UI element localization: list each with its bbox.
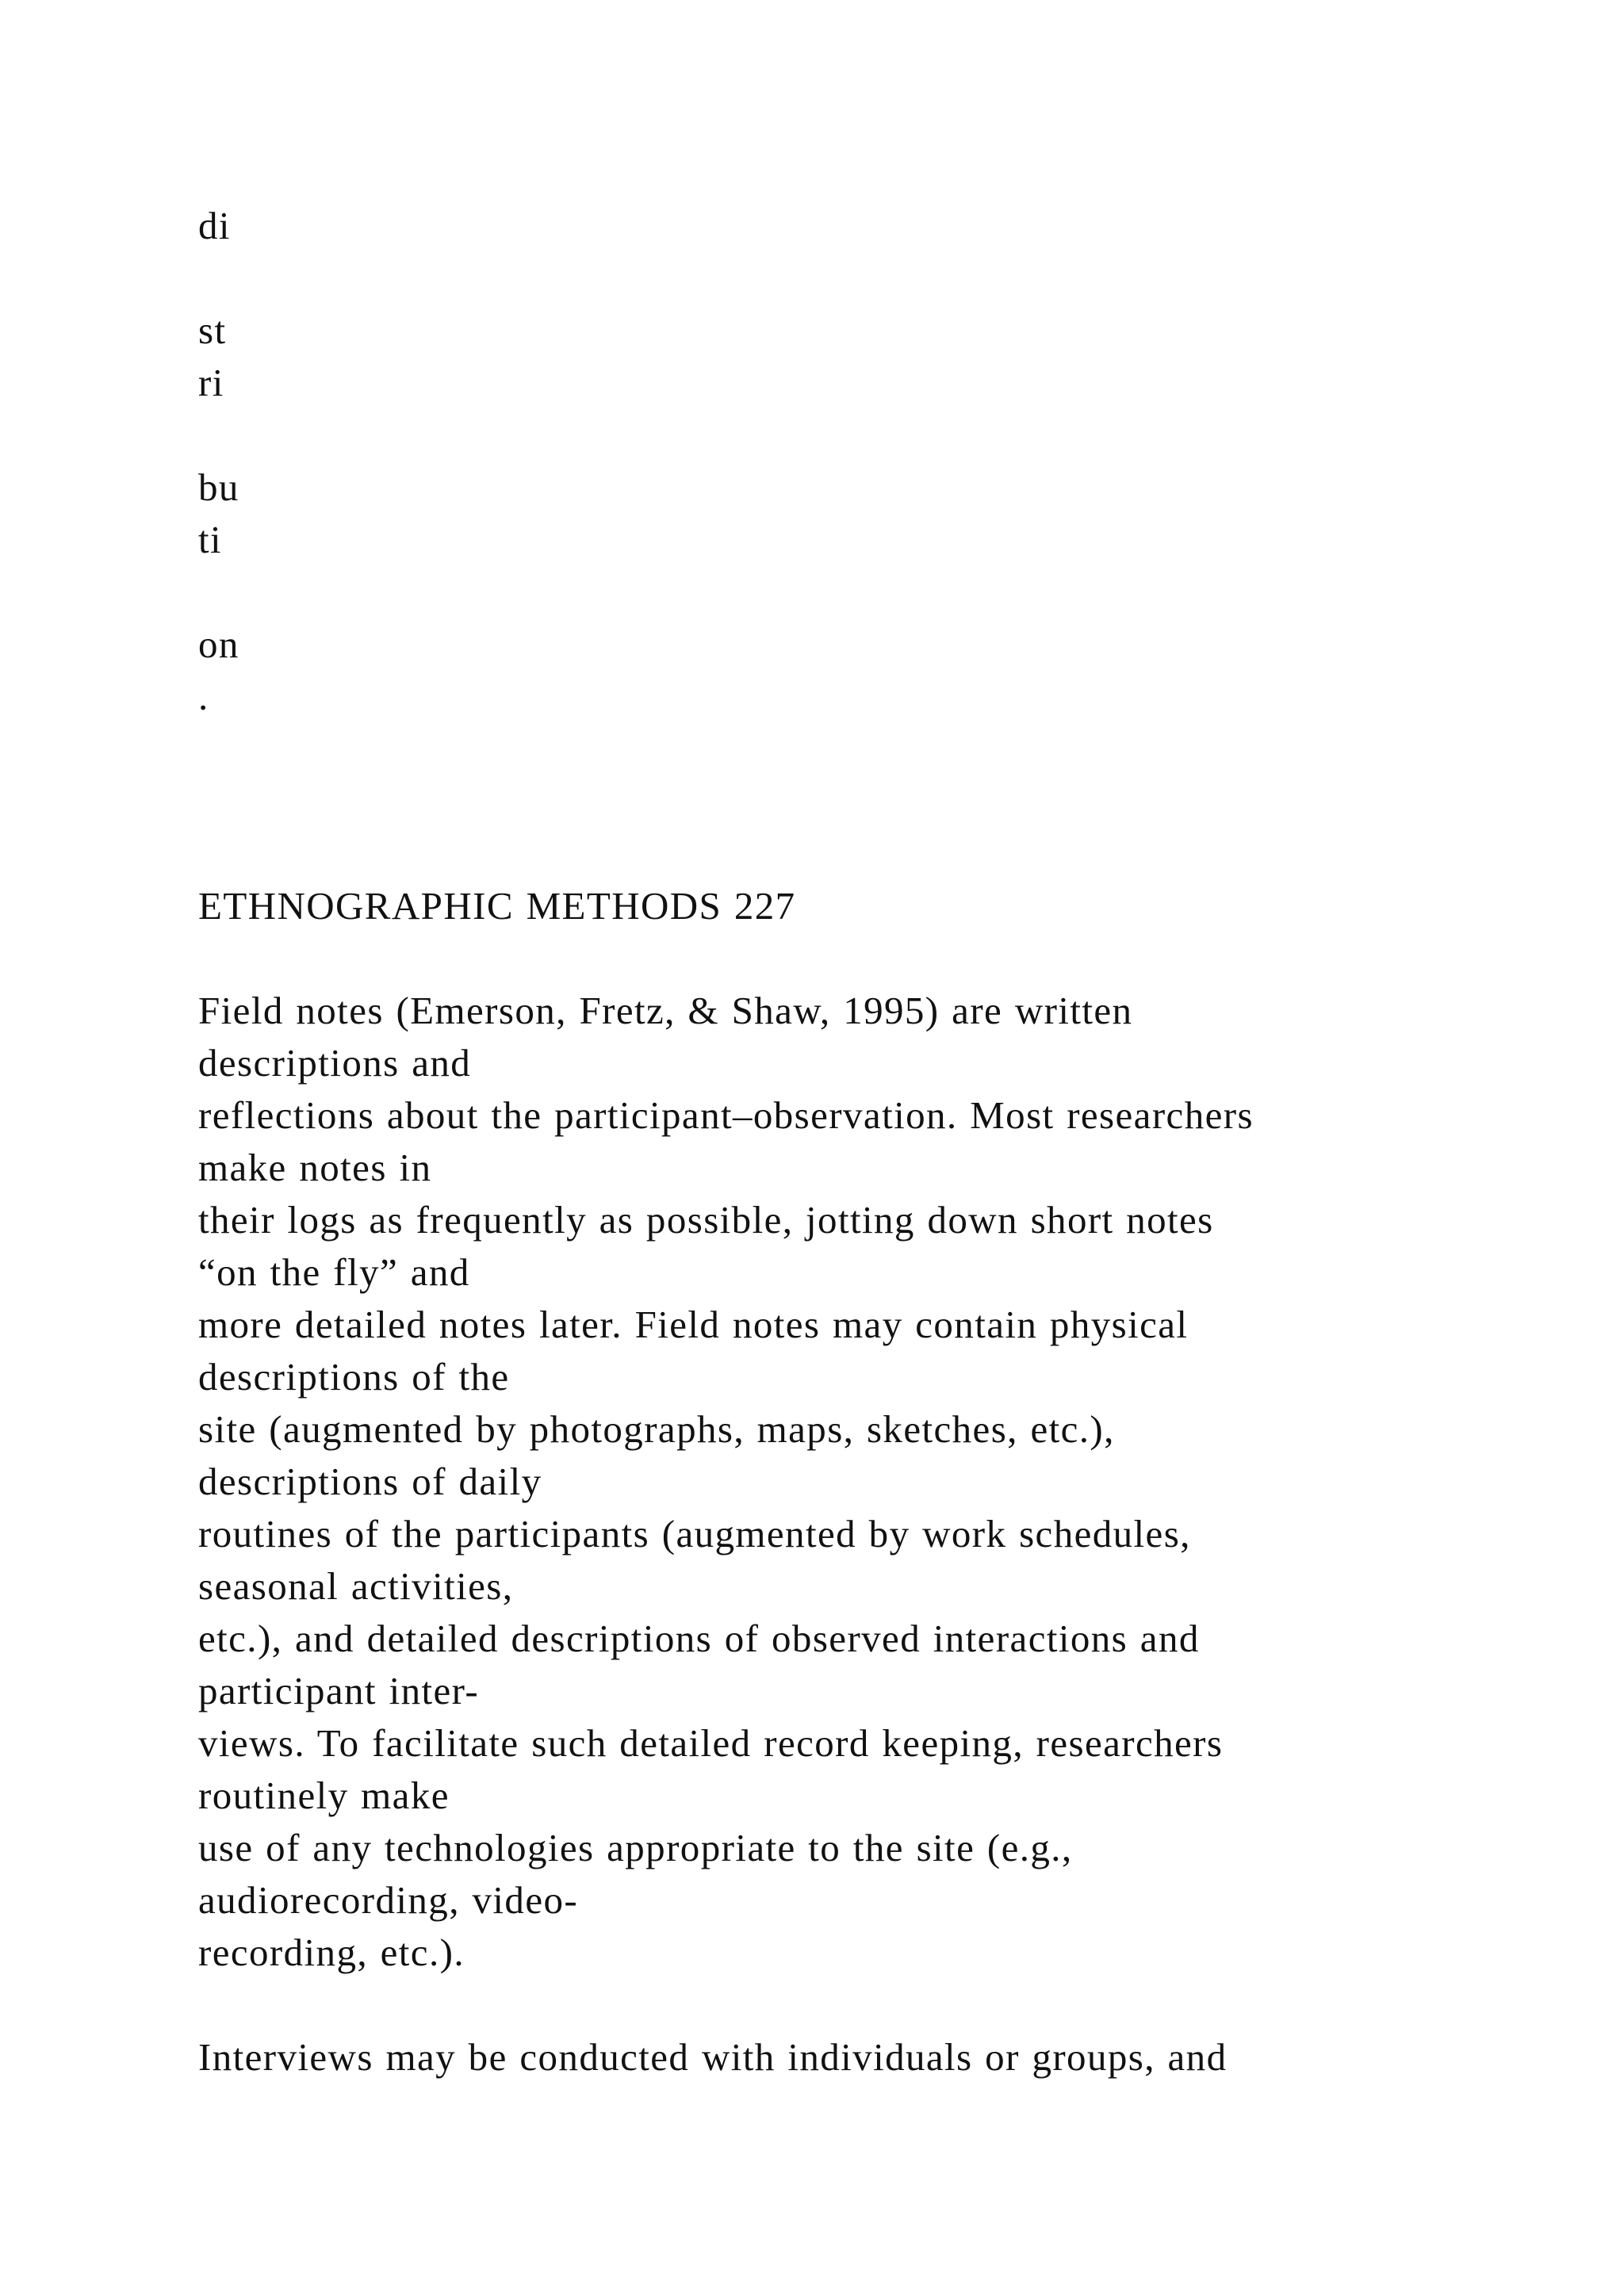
paragraph-line: Field notes (Emerson, Fretz, & Shaw, 1995) are written bbox=[198, 989, 1133, 1032]
fragment-line: . bbox=[198, 675, 209, 718]
fragment-line: bu bbox=[198, 465, 239, 509]
paragraph-line: routines of the participants (augmented by work schedules, bbox=[198, 1512, 1191, 1556]
paragraph-line: Interviews may be conducted with individuals or groups, and bbox=[198, 2035, 1228, 2079]
fragment-line: ri bbox=[198, 361, 224, 404]
paragraph-line: more detailed notes later. Field notes may contain physical bbox=[198, 1303, 1189, 1346]
paragraph-line: descriptions and bbox=[198, 1041, 472, 1085]
paragraph-line: reflections about the participant–observation. Most researchers bbox=[198, 1093, 1254, 1137]
paragraph-line: use of any technologies appropriate to the site (e.g., bbox=[198, 1826, 1073, 1869]
paragraph-line: participant inter- bbox=[198, 1669, 480, 1712]
paragraph-line: views. To facilitate such detailed record keeping, researchers bbox=[198, 1721, 1224, 1765]
fragment-line: di bbox=[198, 204, 231, 247]
fragment-line: on bbox=[198, 622, 239, 666]
page-heading: ETHNOGRAPHIC METHODS 227 bbox=[198, 884, 796, 928]
paragraph-line: make notes in bbox=[198, 1146, 432, 1189]
paragraph-line: descriptions of daily bbox=[198, 1460, 542, 1503]
paragraph-line: recording, etc.). bbox=[198, 1931, 465, 1974]
paragraph-line: etc.), and detailed descriptions of observed interactions and bbox=[198, 1617, 1200, 1660]
paragraph-line: “on the fly” and bbox=[198, 1250, 470, 1294]
paragraph-line: descriptions of the bbox=[198, 1355, 510, 1399]
paragraph-line: seasonal activities, bbox=[198, 1564, 514, 1608]
fragment-line: ti bbox=[198, 518, 223, 561]
paragraph-line: their logs as frequently as possible, jotting down short notes bbox=[198, 1198, 1214, 1242]
paragraph-line: routinely make bbox=[198, 1774, 450, 1817]
paragraph-line: site (augmented by photographs, maps, sketches, etc.), bbox=[198, 1407, 1115, 1451]
fragment-line: st bbox=[198, 308, 227, 352]
paragraph-line: audiorecording, video- bbox=[198, 1878, 579, 1922]
